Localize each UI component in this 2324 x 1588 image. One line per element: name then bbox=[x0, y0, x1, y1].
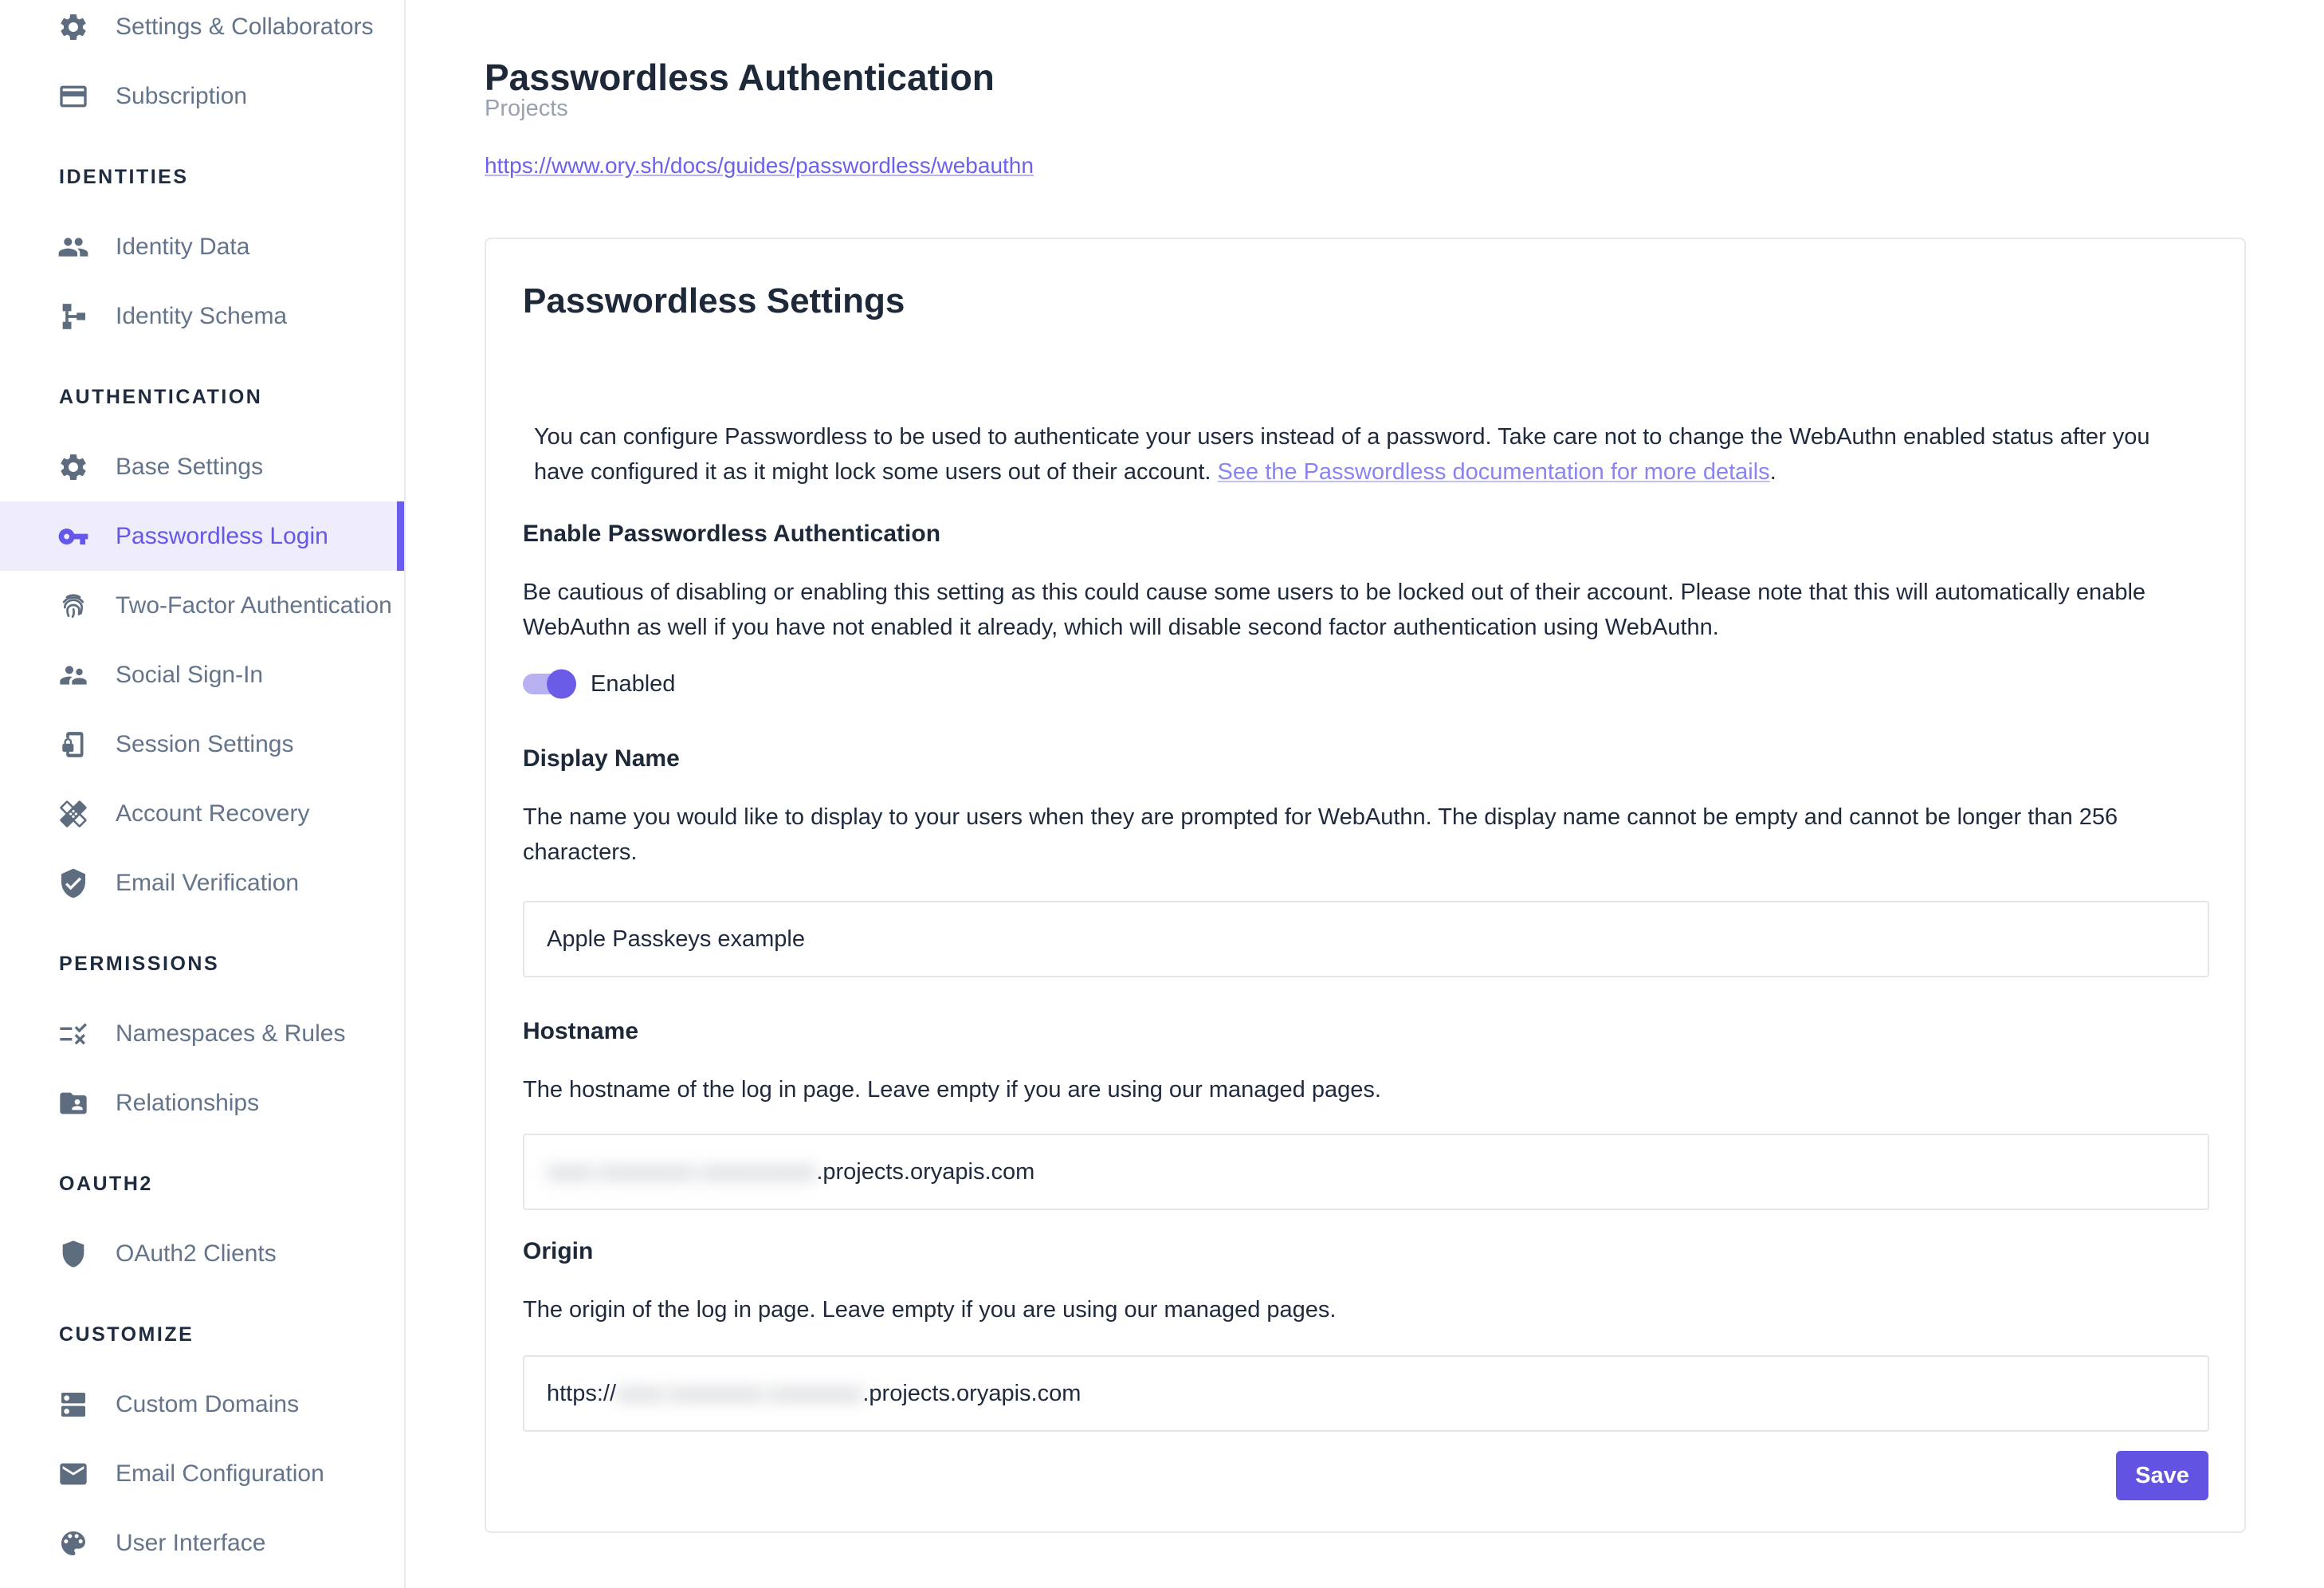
sidebar-item-passwordless-login[interactable] bbox=[0, 501, 404, 571]
gear-icon bbox=[57, 11, 89, 43]
card-title: Passwordless Settings bbox=[523, 281, 905, 320]
sidebar-item-label: Custom Domains bbox=[116, 1390, 300, 1417]
fingerprint-icon bbox=[57, 590, 89, 622]
sidebar-item-namespaces-rules[interactable] bbox=[0, 999, 404, 1068]
hostname-input[interactable] bbox=[523, 1134, 2209, 1210]
people-alt-icon bbox=[57, 659, 89, 691]
sidebar-item-label: Email Configuration bbox=[116, 1460, 324, 1487]
sidebar-item-relationships[interactable] bbox=[0, 1068, 404, 1138]
sidebar-item-label: Session Settings bbox=[116, 730, 294, 757]
sidebar-section-identities: IDENTITIES bbox=[59, 166, 189, 188]
intro-text-main: You can configure Passwordless to be used to authenticate your users instead of a password. Take care not to change the WebAuthn enabled status after you have configured it as it might lock some users out of their account. bbox=[534, 424, 2150, 485]
people-icon bbox=[57, 231, 89, 263]
sidebar-item-label: Namespaces & Rules bbox=[116, 1020, 346, 1047]
display-name-input[interactable] bbox=[523, 901, 2209, 977]
sidebar-item-session-settings[interactable] bbox=[0, 709, 404, 779]
sidebar-item-identity-data[interactable] bbox=[0, 212, 404, 281]
server-icon bbox=[57, 1389, 89, 1421]
origin-title: Origin bbox=[523, 1238, 594, 1264]
sidebar-item-base-settings[interactable] bbox=[0, 432, 404, 501]
toggle-knob bbox=[547, 670, 576, 699]
sidebar-item-label: Two-Factor Authentication bbox=[116, 592, 392, 619]
sidebar-item-label: Relationships bbox=[116, 1089, 260, 1116]
schema-icon bbox=[57, 301, 89, 332]
bandage-icon bbox=[57, 798, 89, 830]
sidebar bbox=[0, 0, 406, 1588]
hostname-description: The hostname of the log in page. Leave empty if you are using our managed pages. bbox=[523, 1077, 1381, 1103]
enable-toggle-row bbox=[523, 666, 675, 702]
credit-card-icon bbox=[57, 81, 89, 112]
sidebar-item-subscription[interactable] bbox=[0, 61, 404, 131]
key-icon bbox=[57, 521, 89, 552]
save-button[interactable]: Save bbox=[2116, 1451, 2208, 1500]
gear-icon bbox=[57, 451, 89, 483]
hostname-redacted-value: xxxx-xxxxxxxx-xxxxxxxxxx bbox=[547, 1158, 817, 1185]
sidebar-item-label: OAuth2 Clients bbox=[116, 1240, 277, 1267]
sidebar-item-label: Social Sign-In bbox=[116, 661, 264, 688]
sidebar-item-account-recovery[interactable] bbox=[0, 779, 404, 848]
sidebar-item-label: Account Recovery bbox=[116, 800, 310, 827]
sidebar-item-label: Subscription bbox=[116, 82, 248, 109]
enable-section-title: Enable Passwordless Authentication bbox=[523, 521, 941, 547]
sidebar-item-label: Settings & Collaborators bbox=[116, 13, 374, 40]
passwordless-docs-link[interactable]: See the Passwordless documentation for more details bbox=[1217, 459, 1770, 485]
breadcrumb: Projects bbox=[485, 96, 568, 121]
sidebar-item-label: Email Verification bbox=[116, 869, 300, 896]
sidebar-item-label: Passwordless Login bbox=[116, 522, 328, 549]
origin-input[interactable] bbox=[523, 1355, 2209, 1432]
sidebar-section-permissions: PERMISSIONS bbox=[59, 953, 220, 975]
shield-check-icon bbox=[57, 867, 89, 899]
folder-person-icon bbox=[57, 1087, 89, 1119]
display-name-title: Display Name bbox=[523, 745, 680, 772]
sidebar-item-user-interface[interactable] bbox=[0, 1508, 404, 1578]
sidebar-item-social-sign-in[interactable] bbox=[0, 640, 404, 709]
sidebar-item-label: User Interface bbox=[116, 1529, 266, 1556]
origin-description: The origin of the log in page. Leave empty if you are using our managed pages. bbox=[523, 1297, 1337, 1323]
page-title: Passwordless Authentication bbox=[485, 56, 995, 98]
sidebar-item-email-configuration[interactable] bbox=[0, 1439, 404, 1508]
origin-redacted-value: xxxx-xxxxxxxx-xxxxxxxx bbox=[616, 1380, 863, 1406]
phone-lock-icon bbox=[57, 729, 89, 761]
webauthn-doc-link[interactable]: https://www.ory.sh/docs/guides/passwordless/webauthn bbox=[485, 153, 1034, 178]
sidebar-section-customize: CUSTOMIZE bbox=[59, 1323, 194, 1346]
sidebar-item-settings-collaborators[interactable] bbox=[0, 0, 404, 61]
sidebar-section-oauth2: OAUTH2 bbox=[59, 1173, 153, 1195]
sidebar-section-authentication: AUTHENTICATION bbox=[59, 386, 263, 408]
passwordless-settings-card bbox=[485, 238, 2246, 1533]
origin-prefix: https:// bbox=[547, 1380, 617, 1406]
palette-icon bbox=[57, 1527, 89, 1559]
sidebar-item-email-verification[interactable] bbox=[0, 848, 404, 918]
hostname-suffix: .projects.oryapis.com bbox=[816, 1158, 1035, 1185]
sidebar-item-label: Identity Data bbox=[116, 233, 250, 260]
intro-text bbox=[534, 419, 2200, 489]
main-content bbox=[485, 0, 2270, 1588]
sidebar-item-label: Base Settings bbox=[116, 453, 264, 480]
passwordless-toggle[interactable] bbox=[523, 674, 572, 694]
sidebar-item-label: Identity Schema bbox=[116, 302, 288, 329]
sidebar-item-two-factor[interactable] bbox=[0, 571, 404, 640]
sidebar-item-identity-schema[interactable] bbox=[0, 281, 404, 351]
origin-suffix: .projects.oryapis.com bbox=[862, 1380, 1082, 1406]
shield-icon bbox=[57, 1238, 89, 1270]
sidebar-item-oauth2-clients[interactable] bbox=[0, 1219, 404, 1288]
hostname-title: Hostname bbox=[523, 1018, 639, 1044]
envelope-icon bbox=[57, 1458, 89, 1490]
enable-section-description: Be cautious of disabling or enabling this setting as this could cause some users to be locked out of their account. Please note that this will automatically enable WebAuthn as well if you have not enabled it already, which will disable second factor authentication using WebAuthn. bbox=[523, 580, 2146, 640]
display-name-description: The name you would like to display to your users when they are prompted for WebAuthn. The display name cannot be empty and cannot be longer than 256 characters. bbox=[523, 804, 2118, 865]
intro-text-suffix: . bbox=[1769, 459, 1776, 485]
rule-icon bbox=[57, 1018, 89, 1050]
sidebar-item-custom-domains[interactable] bbox=[0, 1370, 404, 1439]
toggle-label: Enabled bbox=[591, 670, 676, 697]
